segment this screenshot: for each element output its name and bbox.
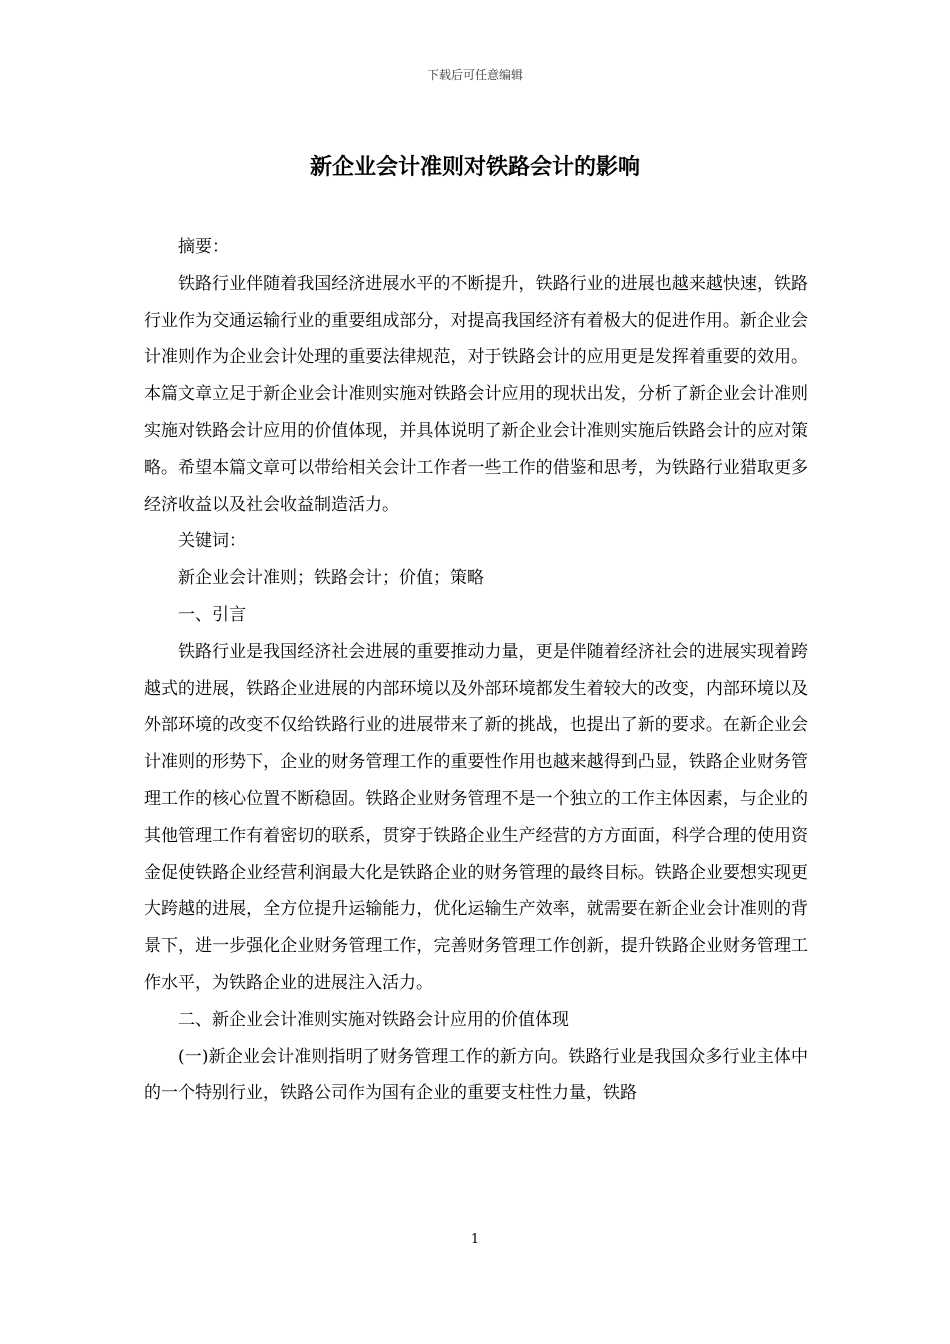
value-paragraph-1: (一)新企业会计准则指明了财务管理工作的新方向。铁路行业是我国众多行业主体中的一个特别行业，铁路公司作为国有企业的重要支柱性力量，铁路 xyxy=(144,1046,808,1104)
section-heading-value: 二、新企业会计准则实施对铁路会计应用的价值体现 xyxy=(178,1009,569,1030)
page-header-note: 下载后可任意编辑 xyxy=(426,68,523,82)
document-title: 新企业会计准则对铁路会计的影响 xyxy=(309,155,640,180)
keywords-list: 新企业会计准则；铁路会计；价值；策略 xyxy=(178,568,484,589)
page-number: 1 xyxy=(470,1232,480,1247)
abstract-paragraph: 铁路行业伴随着我国经济进展水平的不断提升，铁路行业的进展也越来越快速，铁路行业作为交通运输行业的重要组成部分，对提高我国经济有着极大的促进作用。新企业会计准则作为企业会计处理的重要法律规范，对于铁路会计的应用更是发挥着重要的效用。本篇文章立足于新企业会计准则实施对铁路会计应用的现状出发，分析了新企业会计准则实施对铁路会计应用的价值体现，并具体说明了新企业会计准则实施后铁路会计的应对策略。希望本篇文章可以带给相关会计工作者一些工作的借鉴和思考，为铁路行业猎取更多经济收益以及社会收益制造活力。 xyxy=(144,273,808,515)
document-body xyxy=(144,229,808,1112)
abstract-label: 摘要： xyxy=(178,237,229,257)
section-heading-introduction: 一、引言 xyxy=(178,604,246,625)
introduction-paragraph: 铁路行业是我国经济社会进展的重要推动力量，更是伴随着经济社会的进展实现着跨越式的进展，铁路企业进展的内部环境以及外部环境都发生着较大的改变，内部环境以及外部环境的改变不仅给铁路行业的进展带来了新的挑战，也提出了新的要求。在新企业会计准则的形势下，企业的财务管理工作的重要性作用也越来越得到凸显，铁路企业财务管理工作的核心位置不断稳固。铁路企业财务管理不是一个独立的工作主体因素，与企业的其他管理工作有着密切的联系，贯穿于铁路企业生产经营的方方面面，科学合理的使用资金促使铁路企业经营利润最大化是铁路企业的财务管理的最终目标。铁路企业要想实现更大跨越的进展，全方位提升运输能力，优化运输生产效率，就需要在新企业会计准则的背景下，进一步强化企业财务管理工作，完善财务管理工作创新，提升铁路企业财务管理工作水平，为铁路企业的进展注入活力。 xyxy=(144,641,808,993)
keywords-label: 关键词： xyxy=(178,531,246,552)
